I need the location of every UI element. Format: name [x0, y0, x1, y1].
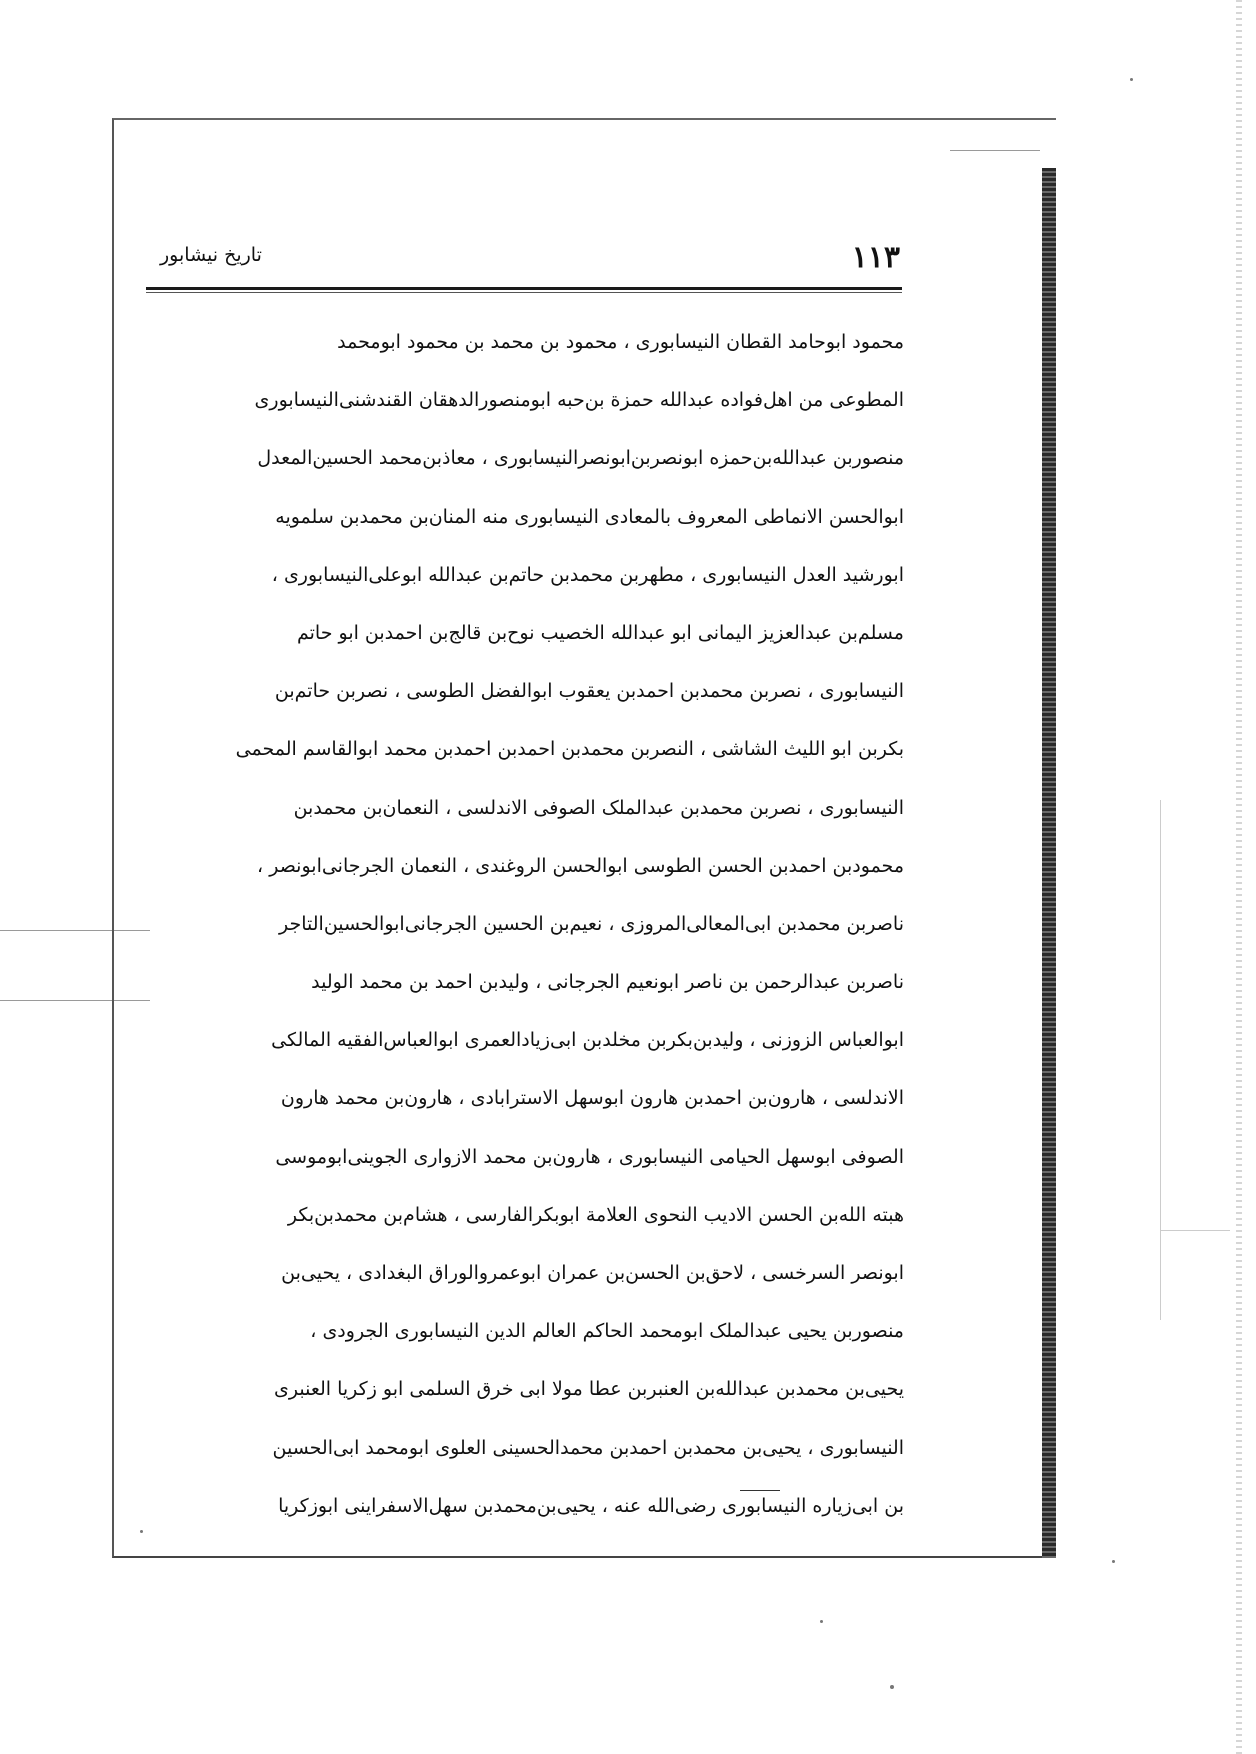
book-spine-shadow — [1042, 168, 1056, 1558]
text-line: ناصربن محمدبن ابی‌المعالی‌المروزی ، نعیم‌بن الحسین الجرجانی‌ابوالحسین‌التاجر — [279, 912, 904, 935]
page-number: ١١٣ — [851, 240, 900, 275]
header-rule-thin — [146, 292, 902, 293]
text-line: ابوالحسن الانماطی المعروف بالمعادی النیسابوری منه المنان‌بن محمدبن سلمویه — [275, 505, 904, 528]
scan-speckle — [820, 1620, 823, 1623]
text-line: ناصربن عبدالرحمن بن ناصر ابونعیم الجرجانی ، ولیدبن احمد بن محمد الولید — [311, 971, 904, 994]
body-text — [148, 318, 904, 1540]
text-line: المطوعی من اهل‌فواده عبدالله حمزة بن‌حبه ابومنصورالدهقان القندشنی‌النیسابوری — [254, 389, 904, 412]
text-line: ابوالعباس الزوزنی ، ولیدبن‌بکربن مخلدبن ابی‌زیادالعمری ابوالعباس‌الفقیه المالکی — [271, 1029, 904, 1052]
text-line: محمود ابوحامد القطان النیسابوری ، محمود بن محمد بن محمود ابومحمد — [337, 331, 904, 353]
text-line: ابورشید العدل النیسابوری ، مطهربن محمدبن حاتم‌بن عبدالله ابوعلی‌النیسابوری ، — [271, 563, 904, 586]
running-title: تاریخ نیشابور — [160, 244, 262, 266]
text-line: بن ابی‌زیاره النیسابوری رضی‌الله عنه ، یحیی‌بن‌محمدبن سهل‌الاسفراینی ابوزکریا — [278, 1494, 904, 1517]
text-line: النیسابوری ، نصربن محمدبن عبدالملک الصوفی الاندلسی ، النعمان‌بن محمدبن — [293, 796, 904, 819]
scan-speckle — [1112, 1560, 1115, 1563]
scan-stray-mark — [740, 1490, 780, 1491]
text-line: بکربن ابو اللیث الشاشی ، النصربن محمدبن احمدبن احمدبن محمد ابوالقاسم المحمی — [235, 738, 904, 761]
text-line: یحیی‌بن محمدبن عبدالله‌بن العنبربن عطا مولا ابی خرق السلمی ابو زکریا العنبری — [274, 1378, 904, 1401]
scan-speckle — [1130, 78, 1133, 81]
scan-edge-noise — [1236, 0, 1242, 1754]
text-line: النیسابوری ، نصربن محمدبن احمدبن یعقوب ابوالفضل الطوسی ، نصربن حاتم‌بن — [274, 680, 904, 703]
scan-speckle — [890, 1685, 894, 1689]
page-header — [160, 240, 900, 276]
text-line: منصوربن عبدالله‌بن‌حمزه ابونصربن‌ابونصرالنیسابوری ، معاذبن‌محمد الحسین‌المعدل — [257, 447, 904, 470]
text-line: الاندلسی ، هارون‌بن احمدبن هارون ابوسهل الاسترابادی ، هارون‌بن محمد هارون — [280, 1087, 904, 1110]
text-line: مسلم‌بن عبدالعزیز الیمانی ابو عبدالله الخصیب نوح‌بن قالج‌بن احمدبن ابو حاتم — [297, 621, 904, 644]
text-line: النیسابوری ، یحیی‌بن محمدبن احمدبن محمدالحسینی العلوی ابومحمد ابی‌الحسین — [272, 1436, 904, 1459]
text-line: الصوفی ابوسهل الحیامی النیسابوری ، هارون‌بن محمد الازواری الجوینی‌ابوموسی — [275, 1145, 904, 1168]
text-line: منصوربن یحیی عبدالملک ابومحمد الحاکم العالم الدین النیسابوری الجرودی ، — [310, 1320, 904, 1343]
header-rule — [146, 287, 902, 290]
text-line: ابونصر السرخسی ، لاحق‌بن الحسن‌بن عمران ابوعمروالوراق البغدادی ، یحیی‌بن — [281, 1262, 904, 1284]
text-line: هبته الله‌بن الحسن الادیب النحوی العلامة ابوبکرالفارسی ، هشام‌بن محمدبن‌بکر — [287, 1203, 904, 1226]
scan-stray-line — [1160, 800, 1161, 1320]
scan-stray-line — [1160, 1230, 1230, 1231]
text-line: محمودبن احمدبن الحسن الطوسی ابوالحسن الروغندی ، النعمان الجرجانی‌ابونصر ، — [257, 854, 904, 877]
